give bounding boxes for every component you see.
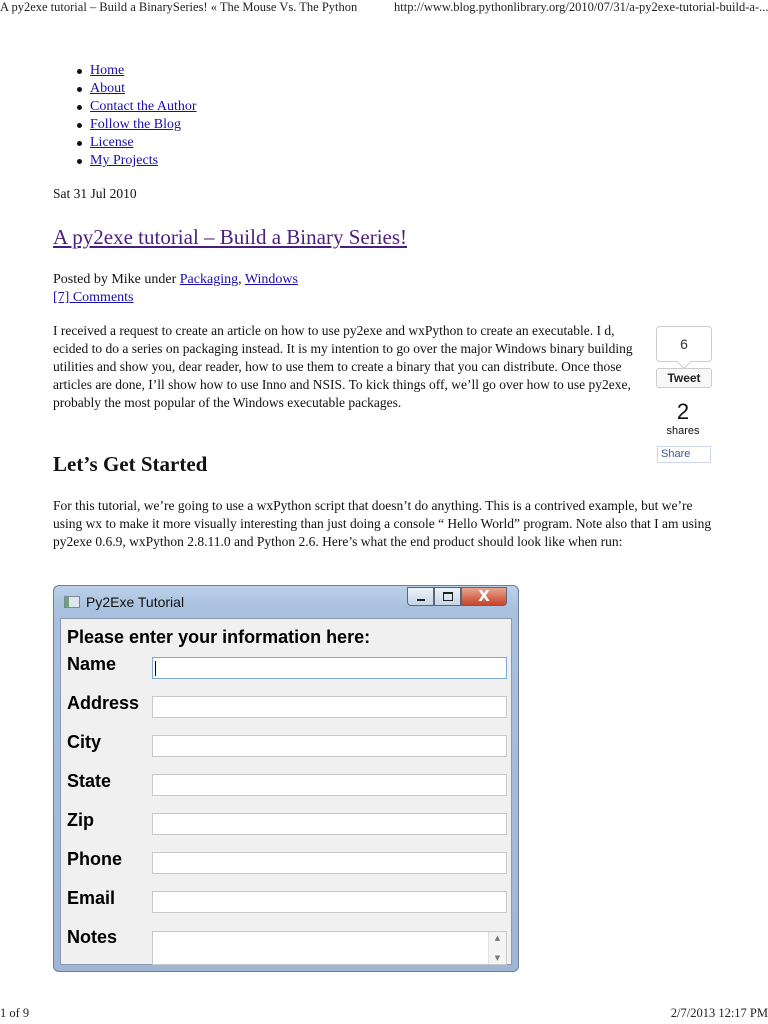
shares-label: shares: [666, 425, 700, 437]
nav-item-home: [90, 62, 197, 80]
field-label-email: Email: [67, 888, 116, 908]
share-count: 2: [676, 399, 690, 424]
nav-link-follow-blog[interactable]: Follow the Blog: [90, 117, 182, 132]
scroll-down-icon[interactable]: ▼: [494, 954, 501, 962]
field-label-notes: Notes: [67, 927, 118, 947]
share-button[interactable]: Share: [657, 446, 711, 463]
field-label-phone: Phone: [67, 849, 123, 869]
name-input[interactable]: [152, 657, 507, 679]
nav-item-projects: [90, 152, 197, 170]
site-navigation: [90, 62, 197, 170]
field-label-address: Address: [67, 693, 140, 713]
field-label-zip: Zip: [67, 810, 94, 830]
window-app-icon: [64, 596, 80, 608]
email-input[interactable]: [152, 891, 507, 913]
nav-item-about: [90, 80, 197, 98]
form-heading: Please enter your information here:: [67, 627, 371, 647]
form-row-city: [67, 732, 507, 758]
maximize-button[interactable]: [434, 587, 461, 606]
nav-link-about[interactable]: About: [90, 81, 125, 96]
category-link-windows[interactable]: Windows: [244, 272, 298, 287]
field-label-name: Name: [67, 654, 117, 674]
window-client-area: [60, 618, 512, 965]
post-meta: [53, 271, 298, 307]
document-title: A py2exe tutorial – Build a BinarySeries! « The Mouse Vs. The Python: [0, 0, 358, 14]
form-row-email: [67, 888, 507, 914]
print-timestamp: 2/7/2013 12:17 PM: [670, 1006, 768, 1020]
category-separator: ,: [238, 272, 242, 287]
field-label-state: State: [67, 771, 112, 791]
form-row-address: [67, 693, 507, 719]
nav-link-license[interactable]: License: [90, 135, 134, 150]
page-number: 1 of 9: [0, 1006, 30, 1020]
text-caret: [155, 661, 156, 676]
intro-paragraph: I received a request to create an article on how to use py2exe and wxPython to create an executable. I d, ecided to do a series on packaging instead. It is my intention to go over the major Windows binary building utilities and show you, dear reader, how to use them to create a binary that you can distribute. Once those articles are done, I’ll show how to use Inno and NSIS. To kick things off, we’ll go over how to use py2exe, probably the most popular of the Windows executable packages.: [53, 323, 633, 410]
app-window-screenshot: [53, 585, 519, 972]
notes-scrollbar[interactable]: [488, 932, 506, 964]
nav-link-contact-author[interactable]: Contact the Author: [90, 99, 197, 114]
notes-textarea[interactable]: [152, 931, 507, 965]
nav-item-contact: [90, 98, 197, 116]
post-title-link[interactable]: A py2exe tutorial – Build a Binary Series!: [53, 225, 408, 249]
window-title: Py2Exe Tutorial: [86, 594, 185, 610]
form-row-state: [67, 771, 507, 797]
nav-item-follow: [90, 116, 197, 134]
page-url: http://www.blog.pythonlibrary.org/2010/07/31/a-py2exe-tutorial-build-a-...: [394, 0, 768, 14]
form-row-name: [67, 654, 507, 680]
scroll-up-icon[interactable]: ▲: [494, 934, 501, 942]
close-icon: X: [478, 587, 490, 605]
minimize-button[interactable]: [407, 587, 434, 606]
comments-link[interactable]: [7] Comments: [53, 290, 134, 305]
nav-link-my-projects[interactable]: My Projects: [90, 153, 159, 168]
city-input[interactable]: [152, 735, 507, 757]
posted-by-text: Posted by Mike under: [53, 272, 177, 287]
tweet-button[interactable]: Tweet: [656, 368, 712, 388]
close-button[interactable]: [461, 587, 507, 606]
tweet-count-bubble: 6: [656, 326, 712, 362]
form-row-zip: [67, 810, 507, 836]
window-titlebar: [64, 586, 504, 616]
field-label-city: City: [67, 732, 102, 752]
nav-item-license: [90, 134, 197, 152]
nav-link-home[interactable]: Home: [90, 63, 125, 78]
state-input[interactable]: [152, 774, 507, 796]
phone-input[interactable]: [152, 852, 507, 874]
category-link-packaging[interactable]: Packaging: [179, 272, 239, 287]
section-heading: Let’s Get Started: [53, 452, 208, 476]
address-input[interactable]: [152, 696, 507, 718]
form-row-phone: [67, 849, 507, 875]
tutorial-paragraph: For this tutorial, we’re going to use a wxPython script that doesn’t do anything. This is a contrived example, but we’re using wx to make it more visually interesting than just doing a console “ Hello World” program. Note also that I am using py2exe 0.6.9, wxPython 2.8.11.0 and Python 2.6. Here’s what the end product should look like when run:: [53, 498, 712, 549]
zip-input[interactable]: [152, 813, 507, 835]
post-date: Sat 31 Jul 2010: [53, 186, 137, 201]
